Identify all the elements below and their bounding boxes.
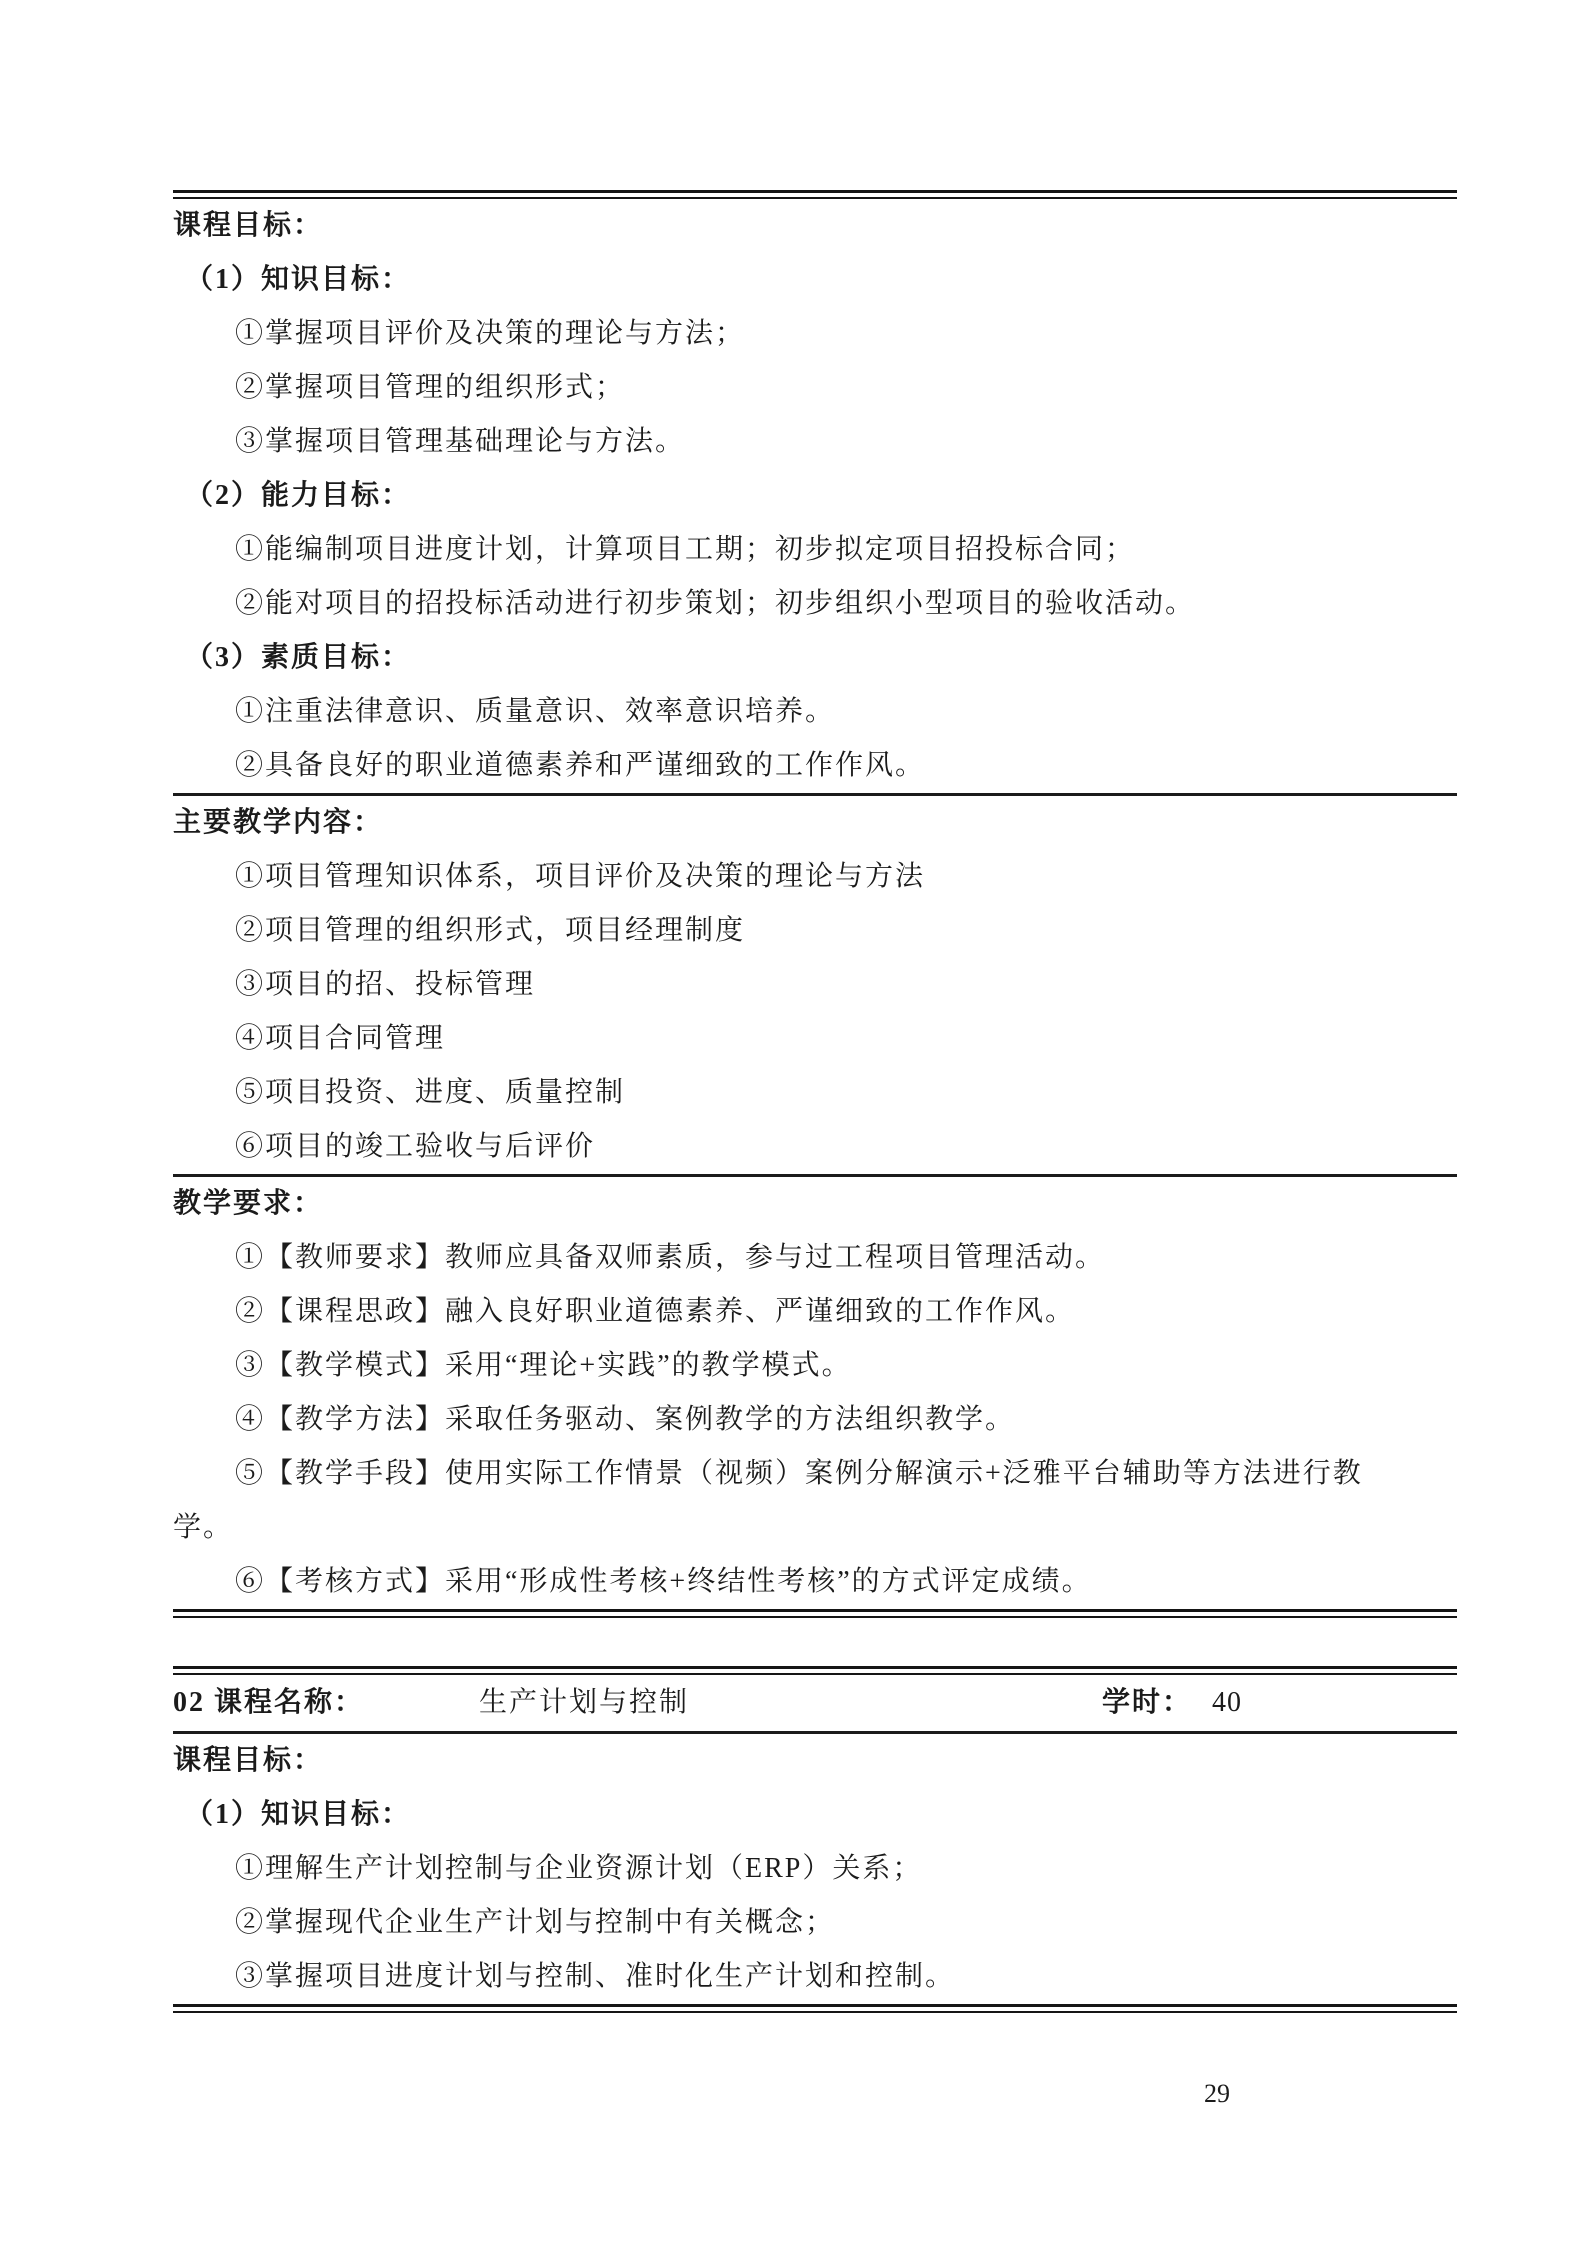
page-number: 29: [1204, 2079, 1230, 2108]
list-item: ⑤项目投资、进度、质量控制: [235, 1077, 626, 1108]
section-heading-requirements: 教学要求：: [173, 1188, 324, 1219]
list-item: ⑥项目的竣工验收与后评价: [235, 1131, 596, 1162]
divider-double: [173, 1666, 1457, 1675]
hours-label: 学时：: [1101, 1687, 1192, 1718]
list-item: ②能对项目的招投标活动进行初步策划；初步组织小型项目的验收活动。: [235, 588, 1196, 619]
list-item: ②掌握项目管理的组织形式；: [235, 372, 626, 403]
group-label-ability: （2）能力目标：: [185, 480, 412, 511]
list-item: ③项目的招、投标管理: [235, 969, 536, 1000]
list-item: ②项目管理的组织形式，项目经理制度: [235, 915, 746, 946]
section-teaching-requirements: [173, 1177, 1457, 1609]
list-item: ④项目合同管理: [235, 1023, 446, 1054]
divider-double-top: [173, 190, 1457, 199]
list-item: ③掌握项目管理基础理论与方法。: [235, 426, 686, 457]
group-label-knowledge: （1）知识目标：: [185, 1799, 412, 1830]
course-hours: [1102, 1675, 1242, 1731]
list-item: ①项目管理知识体系，项目评价及决策的理论与方法: [235, 861, 926, 892]
list-item: ①掌握项目评价及决策的理论与方法；: [235, 318, 746, 349]
list-item: ⑤【教学手段】使用实际工作情景（视频）案例分解演示+泛雅平台辅助等方法进行教学。: [173, 1458, 1363, 1543]
list-item: ⑥【考核方式】采用“形成性考核+终结性考核”的方式评定成绩。: [235, 1566, 1092, 1597]
course-number-name-label: 02 课程名称：: [173, 1687, 365, 1718]
section-course02-objectives: [173, 1734, 1457, 2004]
list-item: ③【教学模式】采用“理论+实践”的教学模式。: [235, 1350, 852, 1381]
list-item: ①【教师要求】教师应具备双师素质，参与过工程项目管理活动。: [235, 1242, 1106, 1273]
section-course01-objectives: [173, 199, 1457, 793]
course-name-value: 生产计划与控制: [479, 1687, 690, 1718]
list-item: ②掌握现代企业生产计划与控制中有关概念；: [235, 1907, 836, 1938]
empty-row: [173, 1618, 1457, 1666]
divider-double: [173, 1609, 1457, 1618]
section-heading-objectives: 课程目标：: [173, 1745, 324, 1776]
section-heading-main-content: 主要教学内容：: [173, 807, 384, 838]
section-heading-objectives: 课程目标：: [173, 210, 324, 241]
list-item: ②【课程思政】融入良好职业道德素养、严谨细致的工作作风。: [235, 1296, 1076, 1327]
group-label-knowledge: （1）知识目标：: [185, 264, 412, 295]
list-item: ①注重法律意识、质量意识、效率意识培养。: [235, 696, 836, 727]
list-item: ④【教学方法】采取任务驱动、案例教学的方法组织教学。: [235, 1404, 1016, 1435]
group-label-quality: （3）素质目标：: [185, 642, 412, 673]
list-item: ②具备良好的职业道德素养和严谨细致的工作作风。: [235, 750, 926, 781]
course02-header-row: [173, 1675, 1457, 1731]
divider-double-bottom: [173, 2004, 1457, 2013]
list-item: ③掌握项目进度计划与控制、准时化生产计划和控制。: [235, 1961, 956, 1992]
list-item: ①能编制项目进度计划，计算项目工期；初步拟定项目招投标合同；: [235, 534, 1136, 565]
list-item: ①理解生产计划控制与企业资源计划（ERP）关系；: [235, 1853, 923, 1884]
section-main-teaching-content: [173, 796, 1457, 1174]
hours-value: 40: [1212, 1687, 1242, 1718]
